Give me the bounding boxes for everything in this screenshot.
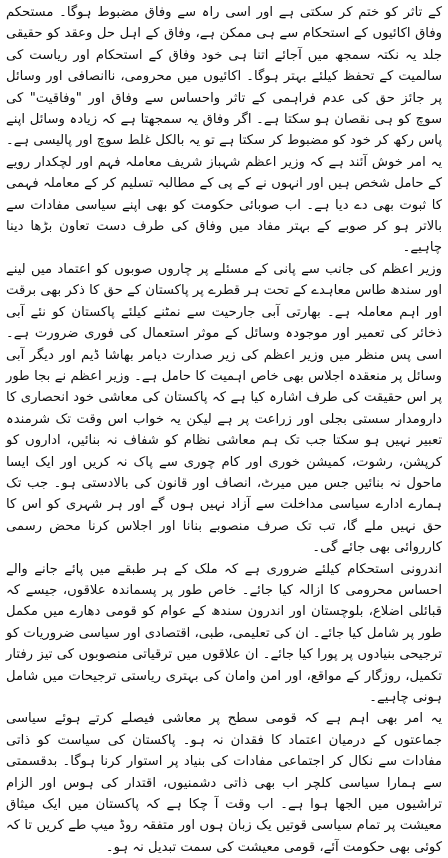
article-paragraph-4: یہ امر بھی اہم ہے کہ قومی سطح پر معاشی فیصلے کرتے ہوئے سیاسی جماعتوں کے درمیان اعتماد کا فقدان نہ ہو۔ پاکستان کی سیاست کو ذاتی مفادات سے نکال کر اجتماعی مفادات کی بنیاد پر استوار کرنا ہوگا۔ بدقسمتی سے ہمارا سیاسی کلچر اب بھی ذاتی دشمنیوں، اقتدار کی ہوس اور الزام تراشیوں میں الجھا ہوا ہے۔ اب وقت آ چکا ہے کہ پاکستان میں ایک میثاق معیشت پر تمام سیاسی قوتیں یک زبان ہوں اور متفقہ روڈ میپ طے کریں تا کہ کوئی بھی حکومت آئے، قومی معیشت کی سمت تبدیل نہ ہو۔ [6, 711, 442, 855]
article-paragraph-3: اندرونی استحکام کیلئے ضروری ہے کہ ملک کے ہر طبقے میں پائے جانے والے احساس محرومی کا ازالہ کیا جائے۔ خاص طور پر پسماندہ علاقوں، جیسے کہ قبائلی اضلاع، بلوچستان اور اندرون سندھ کے عوام کو قومی دھارے میں مکمل طور پر شامل کیا جائے۔ ان کی تعلیمی، طبی، اقتصادی اور سیاسی ضروریات کو ترجیحی بنیادوں پر پورا کیا جائے۔ ان علاقوں میں ترقیاتی منصوبوں کی تیز رفتار تکمیل، روزگار کے مواقع، اور امن وامان کی بہتری ریاستی ترجیحات میں شامل ہونی چاہیے۔ [6, 561, 442, 705]
article-paragraph-2: وزیر اعظم کی جانب سے پانی کے مسئلے پر چاروں صوبوں کو اعتماد میں لینے اور سندھ طاس معاہدے کے تحت ہر قطرے پر پاکستان کے حق کا ذکر بھی برقت اور اہم معاملہ ہے۔ بھارتی آبی جارحیت سے نمٹنے کیلئے پاکستان کو نئے آبی ذخائر کی تعمیر اور موجودہ وسائل کے موثر استعمال کی فوری ضرورت ہے۔ اسی پس منظر میں وزیر اعظم کی زیر صدارت دیامر بھاشا ڈیم اور دیگر آبی وسائل پر منعقدہ اجلاس بھی خاص اہمیت کا حامل ہے۔ وزیر اعظم نے بجا طور پر اس حقیقت کی طرف اشارہ کیا ہے کہ پاکستان کی معاشی خود انحصاری کا دارومدار سستی بجلی اور زراعت پر ہے لیکن یہ خواب اس وقت تک شرمندہ تعبیر نہیں ہو سکتا جب تک ہم معاشی نظام کو شفاف نہ بنائیں، اداروں کو کرپشن، رشوت، کمیشن خوری اور کام چوری سے پاک نہ کریں اور ایک ایسا ماحول نہ بنائیں جس میں میرٹ، انصاف اور قانون کی بالادستی ہو۔ جب تک ہمارے ادارے سیاسی مداخلت سے آزاد نہیں ہوں گے اور ہر شہری کو اس کا حق نہیں ملے گا، تب تک صرف منصوبے بنانا اور اجلاس کرنا محض رسمی کارروائی بھی جائے گی۔ [6, 261, 442, 556]
article-paragraph-1: کے تاثر کو ختم کر سکتی ہے اور اسی راہ سے وفاق مضبوط ہوگا۔ مستحکم وفاق اکائیوں کے استحکام سے ہی ممکن ہے، وفاق کے اہل حل وعقد کو حقیقی جلد یہ نکتہ سمجھ میں آجائے اتنا ہی خود وفاق کے استحکام اور ریاست کی سالمیت کے تحفظ کیلئے بہتر ہوگا۔ اکائیوں میں محرومی، ناانصافی اور وسائل پر جائز حق کی عدم فراہمی کے تاثر واحساس سے وفاق اور "وفاقیت" کی سوچ کو ہی نقصان ہو سکتا ہے۔ اگر وفاق یہ سمجھتا ہے کہ زیادہ وسائل اپنے پاس رکھ کر خود کو مضبوط کر سکتا ہے تو یہ بالکل غلط سوچ اور پالیسی ہے۔ یہ امر خوش آئند ہے کہ وزیر اعظم شہباز شریف معاملہ فہم اور لچکدار رویے کے حامل شخص ہیں اور انہوں نے کے پی کے مطالبہ تسلیم کر کے معاملہ فہمی کا ثبوت بھی دے دیا ہے۔ اب صوبائی حکومت کو بھی اپنے سیاسی مفادات سے بالاتر ہو کر صوبے کے بہتر مفاد میں وفاق کی طرف دست تعاون بڑھا دینا چاہیے۔ [6, 5, 442, 256]
